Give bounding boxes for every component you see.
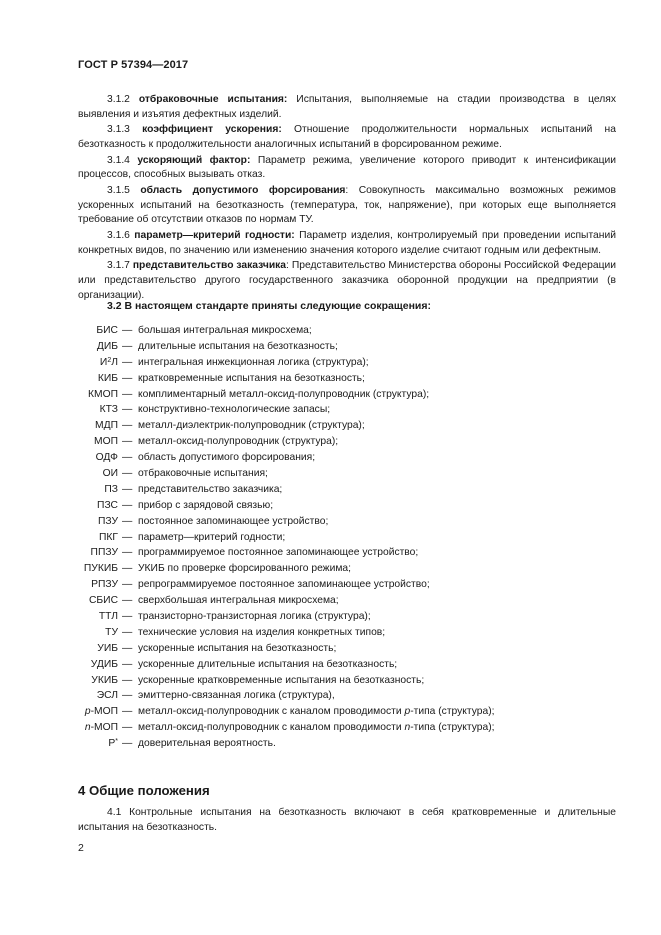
abbreviation: МОП: [94, 436, 118, 448]
abbreviation: ЭСЛ: [96, 690, 118, 702]
abbreviation-meaning: кратковременные испытания на безотказность;: [138, 372, 365, 384]
definition-3-1-7: 3.1.7 представительство заказчика: Представительство Министерства обороны Российской Федерации или представительство другого государственного заказчика оборонной продукции на предприятии (в организации).: [78, 260, 616, 301]
abbreviation: P*: [108, 738, 118, 750]
definition-3-1-5: 3.1.5 область допустимого форсирования: Совокупность максимально возможных режимов ускоренных испытаний на безотказность (температура, ток, напряжение), при которых еще выполняется требование об отсутствии отказов по нормам ТУ.: [78, 185, 616, 226]
abbreviation-meaning: УКИБ по проверке форсированного режима;: [138, 563, 351, 575]
abbreviation-meaning: металл-оксид-полупроводник с каналом проводимости p-типа (структура);: [138, 706, 495, 718]
paragraph-4-1: 4.1 Контрольные испытания на безотказность включают в себя кратковременные и длительные испытания на безотказность.: [78, 807, 616, 833]
abbreviation-meaning: конструктивно-технологические запасы;: [138, 404, 331, 416]
definitions-block: [78, 93, 616, 304]
abbreviation: ОИ: [102, 468, 118, 480]
page-number: 2: [78, 842, 84, 854]
definition-term: область допустимого форсирования: [140, 185, 346, 197]
abbreviation-meaning: металл-диэлектрик-полупроводник (структура);: [138, 420, 365, 432]
abbreviation: КМОП: [88, 388, 118, 400]
list-item: ТУ — технические условия на изделия конкретных типов;: [105, 626, 386, 638]
abbreviation-meaning: параметр—критерий годности;: [138, 531, 286, 543]
abbreviation-meaning: ускоренные кратковременные испытания на безотказность;: [138, 674, 425, 686]
abbreviation-meaning: репрограммируемое постоянное запоминающее устройство;: [138, 579, 430, 591]
definition-3-1-6: 3.1.6 параметр—критерий годности: Параметр изделия, контролируемый при проведении испытаний конкретных видов, по значению или изменению значения которого изделие считают годным или дефектным.: [78, 230, 616, 256]
list-item: УИБ — ускоренные испытания на безотказность;: [97, 642, 337, 654]
abbreviation-meaning: комплиментарный металл-оксид-полупроводник (структура);: [138, 388, 430, 400]
abbreviation-meaning: представительство заказчика;: [138, 483, 283, 495]
abbreviation: УИБ: [97, 642, 118, 654]
abbreviation-meaning: постоянное запоминающее устройство;: [138, 515, 329, 527]
definition-term: представительство заказчика: [132, 260, 287, 272]
list-item: ТТЛ — транзисторно-транзисторная логика (структура);: [98, 611, 371, 623]
abbreviation-meaning: большая интегральная микросхема;: [138, 325, 312, 336]
abbreviation-meaning: доверительная вероятность.: [138, 738, 276, 750]
abbreviation: ОДФ: [95, 452, 118, 464]
definition-3-1-4: 3.1.4 ускоряющий фактор: Параметр режима, увеличение которого приводит к интенсификации процессов, способных вызывать отказ.: [78, 154, 616, 181]
definition-term: ускоряющий фактор:: [137, 154, 251, 166]
list-item: СБИС — сверхбольшая интегральная микросхема;: [88, 595, 339, 607]
list-item: КИБ — кратковременные испытания на безотказность;: [97, 372, 365, 384]
abbreviation: УДИБ: [90, 658, 118, 670]
list-item: БИС — большая интегральная микросхема;: [96, 325, 312, 336]
abbreviation: ПЗ: [104, 483, 118, 495]
list-item: ОИ — отбраковочные испытания;: [102, 468, 268, 480]
abbreviation: РПЗУ: [91, 579, 118, 591]
definition-term: параметр—критерий годности:: [134, 230, 295, 242]
abbreviation-meaning: металл-оксид-полупроводник с каналом проводимости n-типа (структура);: [138, 722, 495, 734]
list-item: p-МОП — металл-оксид-полупроводник с каналом проводимости p-типа (структура);: [84, 706, 495, 718]
document-header: ГОСТ Р 57394—2017: [78, 59, 189, 71]
abbreviation-meaning: ускоренные испытания на безотказность;: [138, 642, 337, 654]
abbreviation: ТТЛ: [98, 611, 118, 623]
list-item: ДИБ — длительные испытания на безотказность;: [96, 340, 338, 352]
list-item: ПЗ — представительство заказчика;: [104, 483, 283, 495]
list-item: УКИБ — ускоренные кратковременные испытания на безотказность;: [91, 674, 425, 686]
abbreviation: КИБ: [97, 372, 118, 384]
abbreviation: ПКГ: [99, 531, 118, 543]
abbreviation: ППЗУ: [90, 547, 118, 559]
abbreviation-meaning: программируемое постоянное запоминающее устройство;: [138, 547, 419, 559]
abbreviation: МДП: [95, 420, 118, 432]
list-item: ПЗУ — постоянное запоминающее устройство;: [97, 515, 329, 527]
abbreviation: ПУКИБ: [83, 563, 118, 575]
definition-term: отбраковочные испытания:: [138, 94, 288, 105]
list-item: УДИБ — ускоренные длительные испытания на безотказность;: [90, 658, 398, 670]
definition-term: коэффициент ускорения:: [142, 124, 282, 136]
abbreviation-meaning: сверхбольшая интегральная микросхема;: [138, 595, 339, 607]
abbreviation-meaning: прибор с зарядовой связью;: [138, 499, 274, 511]
abbreviation: ПЗС: [97, 499, 118, 511]
abbreviations-title: 3.2 В настоящем стандарте приняты следующие сокращения:: [107, 300, 431, 312]
abbreviation: ТУ: [105, 626, 118, 638]
abbreviation-meaning: транзисторно-транзисторная логика (структура);: [138, 611, 371, 623]
list-item: МОП — металл-оксид-полупроводник (структура);: [94, 436, 339, 448]
section-4-title: 4 Общие положения: [78, 783, 210, 798]
section-4-body: [78, 806, 616, 836]
abbreviations-list: [0, 323, 661, 752]
abbreviation-meaning: отбраковочные испытания;: [138, 468, 268, 480]
list-item: n-МОП — металл-оксид-полупроводник с каналом проводимости n-типа (структура);: [84, 722, 495, 734]
abbreviation: ДИБ: [96, 340, 118, 352]
abbreviation-meaning: область допустимого форсирования;: [138, 452, 316, 464]
abbreviation: БИС: [96, 325, 118, 336]
abbreviation: n-МОП: [84, 722, 118, 734]
list-item: ЭСЛ — эмиттерно-связанная логика (структура),: [96, 690, 335, 702]
abbreviation-meaning: эмиттерно-связанная логика (структура),: [138, 690, 335, 702]
list-item: ПКГ — параметр—критерий годности;: [99, 531, 286, 543]
list-item: ОДФ — область допустимого форсирования;: [95, 452, 316, 464]
abbreviation-meaning: технические условия на изделия конкретных типов;: [138, 626, 386, 638]
abbreviation-meaning: металл-оксид-полупроводник (структура);: [138, 436, 339, 448]
abbreviation: КТЗ: [99, 404, 118, 416]
abbreviation: УКИБ: [91, 674, 118, 686]
abbreviation: ПЗУ: [97, 515, 118, 527]
list-item: ППЗУ — программируемое постоянное запоминающее устройство;: [90, 547, 419, 559]
list-item: ПЗС — прибор с зарядовой связью;: [97, 499, 274, 511]
abbreviation: p-МОП: [84, 706, 118, 718]
list-item: $И^2Л$ — интегральная инжекционная логика (структура);: [99, 356, 369, 368]
abbreviation: СБИС: [88, 595, 118, 607]
definition-3-1-2: 3.1.2 отбраковочные испытания: Испытания, выполняемые на стадии производства в целях выявления и изъятия дефектных изделий.: [78, 94, 616, 120]
abbreviation-meaning: ускоренные длительные испытания на безотказность;: [138, 658, 398, 670]
list-item: КМОП — комплиментарный металл-оксид-полупроводник (структура);: [88, 388, 430, 400]
list-item: КТЗ — конструктивно-технологические запасы;: [99, 404, 331, 416]
abbreviation: $И^2Л$: [99, 356, 118, 368]
definition-3-1-3: 3.1.3 коэффициент ускорения: Отношение продолжительности нормальных испытаний на безотказность к продолжительности аналогичных испытаний в форсированном режиме.: [78, 124, 616, 150]
list-item: ПУКИБ — УКИБ по проверке форсированного режима;: [83, 563, 351, 575]
list-item: РПЗУ — репрограммируемое постоянное запоминающее устройство;: [91, 579, 430, 591]
abbreviation-meaning: интегральная инжекционная логика (структура);: [138, 356, 369, 368]
list-item: МДП — металл-диэлектрик-полупроводник (структура);: [95, 420, 365, 432]
abbreviation-meaning: длительные испытания на безотказность;: [138, 340, 338, 352]
list-item: P* — доверительная вероятность.: [108, 738, 276, 750]
